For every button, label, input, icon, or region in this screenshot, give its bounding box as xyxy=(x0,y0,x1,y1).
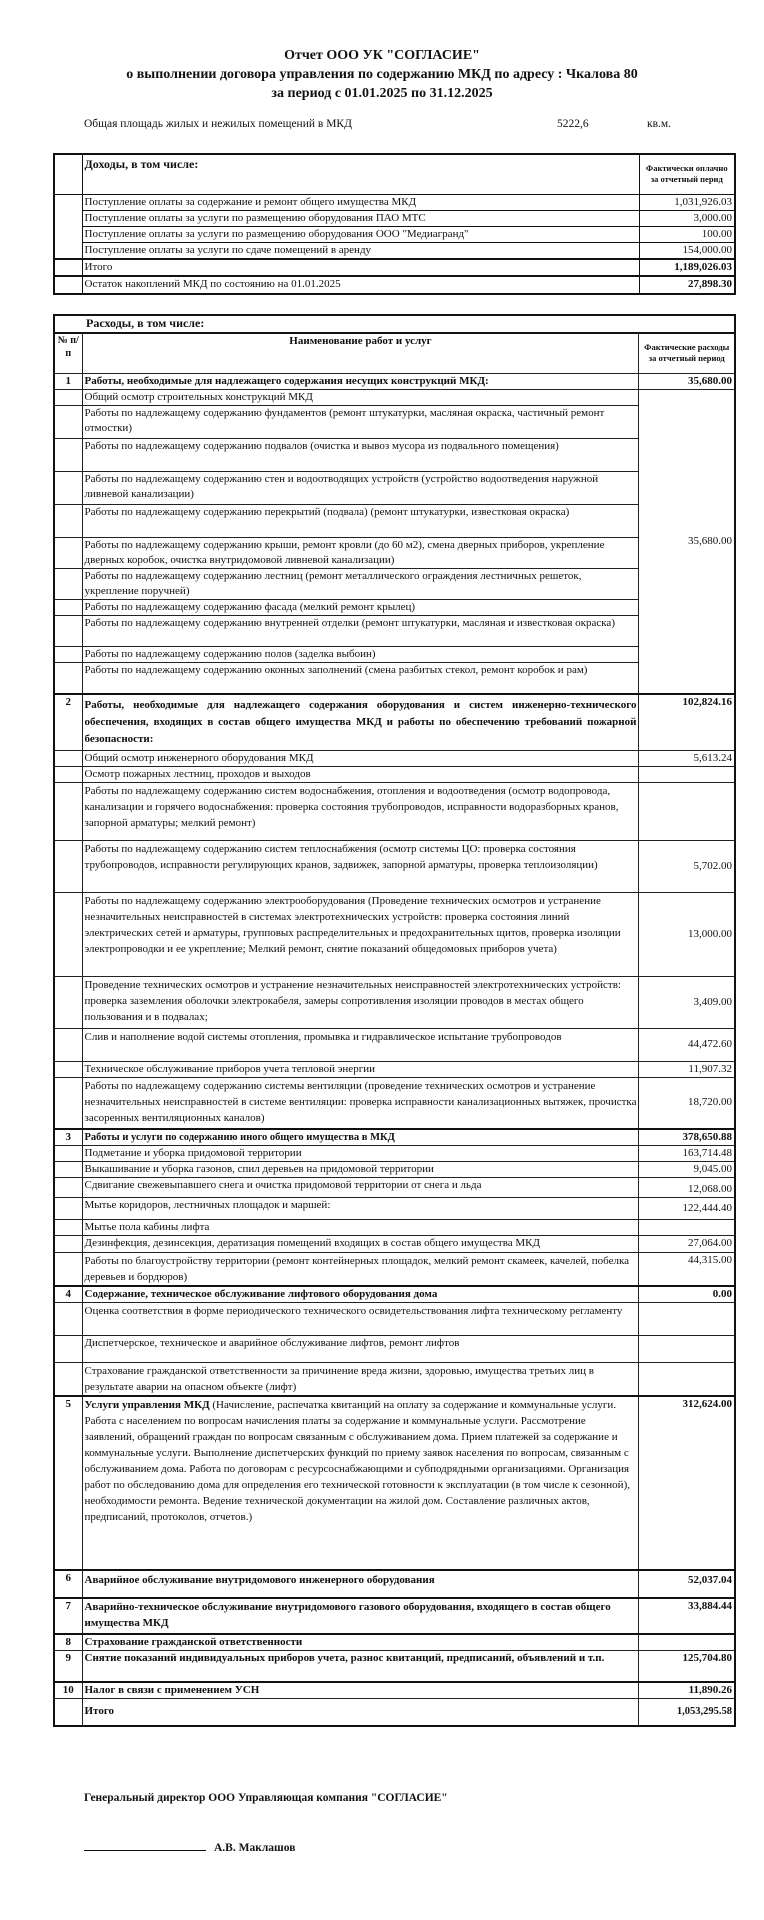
table-row xyxy=(54,389,735,405)
section-title: Страхование гражданской ответственности xyxy=(82,1634,639,1651)
item-value xyxy=(639,766,735,782)
signature-name: А.В. Маклашов xyxy=(214,1842,296,1854)
section-row-7 xyxy=(54,1598,735,1634)
section-value: 312,624.00 xyxy=(639,1396,735,1570)
item-label: Подметание и уборка придомовой территории xyxy=(82,1146,639,1162)
income-total-label: Итого xyxy=(82,259,639,276)
item-label: Слив и наполнение водой системы отопления, промывка и гидравлическое испытание трубопроводов xyxy=(82,1028,639,1061)
table-row xyxy=(54,471,735,504)
column-header-value: Фактические расходы за отчетный период xyxy=(639,333,735,373)
item-label: Дезинфекция, дезинсекция, дератизация помещений входящих в состав общего имущества МКД xyxy=(82,1236,639,1253)
item-label: Работы по надлежащему содержанию систем теплоснабжения (осмотр системы ЦО: проверка состояния трубопроводов, исправности регулирующих кранов, задвижек, запорной арматуры, проверка теплоизоляции) xyxy=(82,840,639,892)
item-value: 11,907.32 xyxy=(639,1061,735,1077)
section-num: 5 xyxy=(54,1396,82,1570)
income-row-value: 154,000.00 xyxy=(639,242,735,259)
signature-line xyxy=(84,1838,206,1851)
table-row xyxy=(54,405,735,438)
section-row-5 xyxy=(54,1396,735,1570)
report-subtitle: о выполнении договора управления по содержанию МКД по адресу : Чкалова 80 xyxy=(126,67,638,82)
section-num: 1 xyxy=(54,373,82,389)
section-group-value: 35,680.00 xyxy=(639,389,735,694)
section-title: Работы и услуги по содержанию иного общего имущества в МКД xyxy=(82,1129,639,1146)
item-value xyxy=(639,1220,735,1236)
income-row-label: Поступление оплаты за содержание и ремонт общего имущества МКД xyxy=(82,194,639,210)
item-label: Работы по надлежащему содержанию фундаментов (ремонт штукатурки, масляная окраска, частичный ремонт отмостки) xyxy=(82,405,639,438)
table-row xyxy=(54,537,735,568)
table-row xyxy=(54,976,735,1028)
section-row-1 xyxy=(54,373,735,389)
item-value: 18,720.00 xyxy=(639,1077,735,1129)
table-row xyxy=(54,1220,735,1236)
item-label: Общий осмотр инженерного оборудования МКД xyxy=(82,750,639,766)
table-row xyxy=(54,1198,735,1220)
signature-block xyxy=(84,1838,295,1854)
table-row xyxy=(54,1162,735,1178)
section-row-9 xyxy=(54,1651,735,1682)
income-row-value: 3,000.00 xyxy=(639,210,735,226)
item-label: Мытье пола кабины лифта xyxy=(82,1220,639,1236)
total-area-value: 5222,6 xyxy=(557,118,589,130)
item-label: Страхование гражданской ответственности за причинение вреда жизни, здоровью, имущества третьих лиц в результате аварии на опасном объекте (лифт) xyxy=(82,1363,639,1397)
table-row xyxy=(54,646,735,662)
section-row-8 xyxy=(54,1634,735,1651)
section-num: 8 xyxy=(54,1634,82,1651)
table-row xyxy=(54,504,735,537)
table-row xyxy=(54,1077,735,1129)
expense-total-label: Итого xyxy=(82,1698,639,1726)
section-num: 9 xyxy=(54,1651,82,1682)
section-num: 3 xyxy=(54,1129,82,1146)
item-label: Оценка соответствия в форме периодического технического освидетельствования лифта техническому регламенту xyxy=(82,1303,639,1336)
income-row-label: Поступление оплаты за услуги по размещению оборудования ООО "Медиагранд" xyxy=(82,226,639,242)
section-row-3 xyxy=(54,1129,735,1146)
section-row-4 xyxy=(54,1286,735,1303)
table-row xyxy=(54,1363,735,1397)
item-label: Работы по надлежащему содержанию подвалов (очистка и вывоз мусора из подвального помещения) xyxy=(82,438,639,471)
item-label: Работы по надлежащему содержанию внутренней отделки (ремонт штукатурки, масляная и известковая окраска) xyxy=(82,615,639,646)
section-value: 11,890.26 xyxy=(639,1682,735,1699)
table-row xyxy=(54,766,735,782)
section-title: Работы, необходимые для надлежащего содержания несущих конструкций МКД: xyxy=(82,373,639,389)
report-period: за период с 01.01.2025 по 31.12.2025 xyxy=(271,86,493,101)
section-num: 7 xyxy=(54,1598,82,1634)
section-title-bold: Услуги управления МКД xyxy=(84,1399,210,1411)
section-value: 0.00 xyxy=(639,1286,735,1303)
expense-total-row xyxy=(54,1698,735,1726)
item-value: 9,045.00 xyxy=(639,1162,735,1178)
table-row xyxy=(54,840,735,892)
section-title: Налог в связи с применением УСН xyxy=(82,1682,639,1699)
section-num: 10 xyxy=(54,1682,82,1699)
income-title: Доходы, в том числе: xyxy=(82,154,639,194)
section-row-2 xyxy=(54,694,735,750)
income-balance-label: Остаток накоплений МКД по состоянию на 01.01.2025 xyxy=(82,276,639,294)
item-value xyxy=(639,1303,735,1336)
table-row xyxy=(54,1253,735,1287)
total-area-label: Общая площадь жилых и нежилых помещений в МКД xyxy=(84,118,352,130)
table-row xyxy=(54,782,735,840)
item-label: Осмотр пожарных лестниц, проходов и выходов xyxy=(82,766,639,782)
income-balance-row xyxy=(54,276,735,294)
table-row xyxy=(54,438,735,471)
item-value: 44,315.00 xyxy=(639,1253,735,1287)
section-description: (Начисление, распечатка квитанций на оплату за содержание и коммунальные услуги. Работа с населением по вопросам начисления платы за содержание и коммунальные услуги. Рассмотрение заявлений, обращений граждан по вопросам связанным с обслуживанием дома. Прием платежей за содержание и коммунальные услуги. Выполнение диспетчерских функций по приему заявок населения по вопросам, связанным с обслуживанием дома. Работа по договорам с ресурсоснабжающими и субподрядными организациями. Организация работ по обследованию дома для определения его технической готовности к эксплуатации (в том числе к сезонной), необходимости ремонта. Ведение технической документации на жилой дом. Составление различных актов, предписаний, протоколов, отчетов.) xyxy=(84,1399,630,1523)
item-value: 13,000.00 xyxy=(639,892,735,976)
expense-total-value: 1,053,295.58 xyxy=(639,1698,735,1726)
item-label: Работы по надлежащему содержанию системы вентиляции (проведение технических осмотров и устранение незначительных неисправностей в системе вентиляции: проверка исправности канализационных вытяжек, прочистка засоренных вентиляционных каналов) xyxy=(82,1077,639,1129)
table-row xyxy=(54,892,735,976)
table-row xyxy=(54,1061,735,1077)
item-value: 163,714.48 xyxy=(639,1146,735,1162)
item-value xyxy=(639,782,735,840)
table-row xyxy=(54,1178,735,1198)
income-row-value: 1,031,926.03 xyxy=(639,194,735,210)
expense-table xyxy=(53,314,736,1727)
item-label: Сдвигание свежевыпавшего снега и очистка придомовой территории от снега и льда xyxy=(82,1178,639,1198)
section-title: Содержание, техническое обслуживание лифтового оборудования дома xyxy=(82,1286,639,1303)
table-row xyxy=(54,226,735,242)
item-value: 5,613.24 xyxy=(639,750,735,766)
section-num: 4 xyxy=(54,1286,82,1303)
table-row xyxy=(54,750,735,766)
item-label: Работы по надлежащему содержанию оконных заполнений (смена разбитых стекол, ремонт коробок и рам) xyxy=(82,662,639,694)
section-value: 33,884.44 xyxy=(639,1598,735,1634)
item-label: Работы по надлежащему содержанию систем водоснабжения, отопления и водоотведения (осмотр водопровода, канализации и горячего водоснабжения: проверка состояния трубопроводов, исправности водоразборных кранов, запорной арматуры; мелкий ремонт) xyxy=(82,782,639,840)
table-row xyxy=(54,1303,735,1336)
table-row xyxy=(54,1236,735,1253)
section-value: 125,704.80 xyxy=(639,1651,735,1682)
table-row xyxy=(54,242,735,259)
item-label: Диспетчерское, техническое и аварийное обслуживание лифтов, ремонт лифтов xyxy=(82,1336,639,1363)
section-num: 6 xyxy=(54,1570,82,1598)
report-title: Отчет ООО УК "СОГЛАСИЕ" xyxy=(284,48,480,63)
table-row xyxy=(54,662,735,694)
item-label: Работы по надлежащему содержанию электрооборудования (Проведение технических осмотров и устранение незначительных неисправностей в системах электротехнических устройств: проверка состояния линий электрических сетей и арматуры, групповых распределительных и предохранительных щитов, проверка изоляции электропроводки и ее укрепление; Мелкий ремонт, снятие показаний общедомовых приборов учета) xyxy=(82,892,639,976)
item-label: Работы по надлежащему содержанию перекрытий (подвала) (ремонт штукатурки, известковая окраска) xyxy=(82,504,639,537)
table-row xyxy=(54,210,735,226)
item-label: Работы по благоустройству территории (ремонт контейнерных площадок, мелкий ремонт скамеек, качелей, побелка деревьев и бордюров) xyxy=(82,1253,639,1287)
expense-title: Расходы, в том числе: xyxy=(54,315,735,333)
table-row xyxy=(54,599,735,615)
table-row xyxy=(54,1028,735,1061)
section-row-6 xyxy=(54,1570,735,1598)
section-title: Аварийное обслуживание внутридомового инженерного оборудования xyxy=(82,1570,639,1598)
column-header-num: № п/п xyxy=(54,333,82,373)
signature-position: Генеральный директор ООО Управляющая компания "СОГЛАСИЕ" xyxy=(84,1792,448,1804)
item-label: Работы по надлежащему содержанию фасада (мелкий ремонт крылец) xyxy=(82,599,639,615)
section-title: Снятие показаний индивидуальных приборов учета, разнос квитанций, предписаний, объявлений и т.п. xyxy=(82,1651,639,1682)
table-row xyxy=(54,568,735,599)
income-total-value: 1,189,026.03 xyxy=(639,259,735,276)
section-value xyxy=(639,1634,735,1651)
table-row xyxy=(54,1146,735,1162)
item-value xyxy=(639,1336,735,1363)
item-label: Работы по надлежащему содержанию крыши, ремонт кровли (до 60 м2), смена дверных приборов, укрепление дверных коробок, очистка внутридомовой ливневой канализации) xyxy=(82,537,639,568)
income-row-label: Поступление оплаты за услуги по сдаче помещений в аренду xyxy=(82,242,639,259)
section-row-10 xyxy=(54,1682,735,1699)
section-title xyxy=(82,1396,639,1570)
income-row-value: 100.00 xyxy=(639,226,735,242)
section-num: 2 xyxy=(54,694,82,750)
section-value: 378,650.88 xyxy=(639,1129,735,1146)
income-table xyxy=(53,153,736,295)
item-value: 12,068.00 xyxy=(639,1178,735,1198)
item-label: Работы по надлежащему содержанию стен и водоотводящих устройств (устройство водоотведения наружной ливневой канализации) xyxy=(82,471,639,504)
item-value: 27,064.00 xyxy=(639,1236,735,1253)
item-value: 122,444.40 xyxy=(639,1198,735,1220)
item-label: Мытье коридоров, лестничных площадок и маршей: xyxy=(82,1198,639,1220)
income-balance-value: 27,898.30 xyxy=(639,276,735,294)
income-column-header: Фактически оплачно за отчетный перид xyxy=(639,154,735,194)
item-label: Техническое обслуживание приборов учета тепловой энергии xyxy=(82,1061,639,1077)
item-label: Выкашивание и уборка газонов, спил деревьев на придомовой территории xyxy=(82,1162,639,1178)
section-value: 35,680.00 xyxy=(639,373,735,389)
section-value: 102,824.16 xyxy=(639,694,735,750)
section-value: 52,037.04 xyxy=(639,1570,735,1598)
section-title: Работы, необходимые для надлежащего содержания оборудования и систем инженерно-технического обеспечения, входящих в состав общего имущества МКД и работы по обеспечению требований пожарной безопасности: xyxy=(82,694,639,750)
income-total-row xyxy=(54,259,735,276)
table-row xyxy=(54,1336,735,1363)
item-label: Общий осмотр строительных конструкций МКД xyxy=(82,389,639,405)
total-area-unit: кв.м. xyxy=(647,118,672,130)
income-num-cell xyxy=(54,154,82,194)
item-label: Проведение технических осмотров и устранение незначительных неисправностей электротехнических устройств: проверка заземления оболочки электрокабеля, замеры сопротивления изоляции проводов в местах общего пользования и в подвалах; xyxy=(82,976,639,1028)
item-value xyxy=(639,1363,735,1397)
table-row xyxy=(54,194,735,210)
section-title: Аварийно-техническое обслуживание внутридомового газового оборудования, входящего в состав общего имущества МКД xyxy=(82,1598,639,1634)
item-label: Работы по надлежащему содержанию полов (заделка выбоин) xyxy=(82,646,639,662)
item-value: 5,702.00 xyxy=(639,840,735,892)
item-label: Работы по надлежащему содержанию лестниц (ремонт металлического ограждения лестничных решеток, укрепление поручней) xyxy=(82,568,639,599)
item-value: 3,409.00 xyxy=(639,976,735,1028)
income-row-label: Поступление оплаты за услуги по размещению оборудования ПАО МТС xyxy=(82,210,639,226)
table-row xyxy=(54,615,735,646)
item-value: 44,472.60 xyxy=(639,1028,735,1061)
column-header-name: Наименование работ и услуг xyxy=(82,333,639,373)
